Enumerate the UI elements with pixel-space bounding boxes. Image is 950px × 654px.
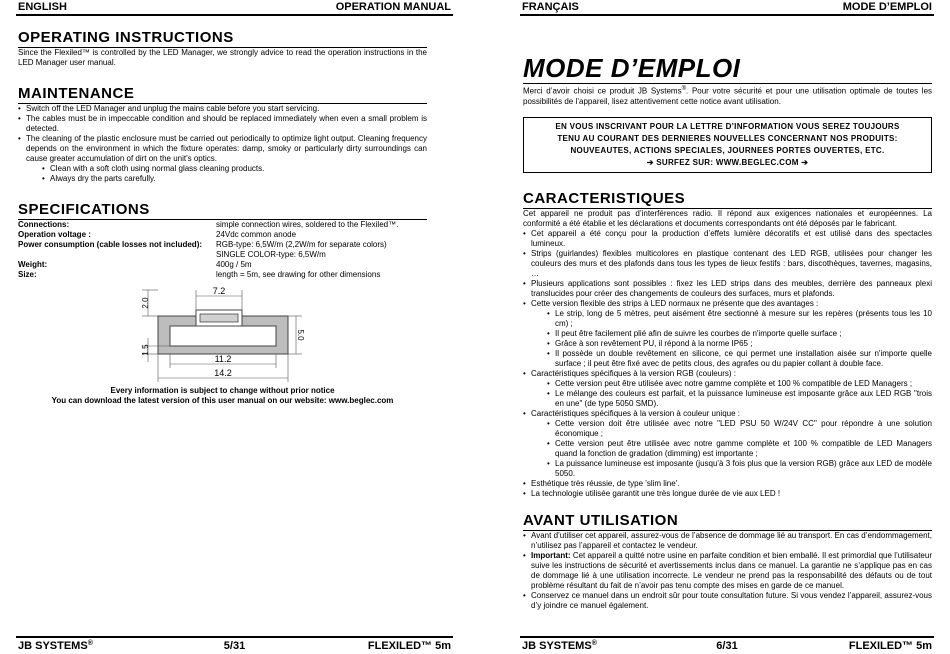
intro-part: Merci d’avoir choisi ce produit JB Systems [523,86,682,96]
change-notice: Every information is subject to change without prior notice [110,386,335,395]
spec-table [18,220,427,280]
advantages-sublist [523,309,932,369]
spec-key [18,250,216,260]
spec-row [18,220,427,230]
registered-mark: ® [591,640,597,647]
list-item: • Caractéristiques spécifiques à la version à couleur unique : [523,409,932,419]
list-item: • Cette version peut être utilisée avec notre gamme complète et 100 % compatible de LED Managers quand la fonction de gradation (dimming) est importante ; [547,439,932,459]
left-content [18,30,427,406]
spec-value: SINGLE COLOR-type: 6,5W/m [216,250,326,259]
profile-dimension-drawing [138,286,308,386]
dim-top-height: 2.0 [140,297,150,309]
important-label: Important: [531,550,571,560]
list-item: • Cet appareil a été conçu pour la production d’effets lumière décoratifs et est utilisé dans des spectacles lumineux. [523,229,932,249]
dim-outer-width: 14.2 [213,368,232,378]
maintenance-list [18,104,427,164]
intro-part: . Pour votre sécurité et pour une utilisation optimale de toutes les possibilités de l’appareil, lisez attentivement cette notice avant utilisation. [523,86,933,106]
spec-value: simple connection wires, soldered to the Flexiled™. [216,220,399,229]
page-title: MODE D’EMPLOI [523,54,932,84]
footer-product: FLEXILED™ 5m [848,640,932,652]
caracteristiques-list [523,229,932,309]
footer-product: FLEXILED™ 5m [367,640,451,652]
rgb-sublist [523,379,932,409]
page-number: 5/31 [223,640,246,652]
list-item: • The cables must be in impeccable condition and should be replaced immediately when even a small problem is detected. [18,114,427,134]
rgb-list [523,369,932,379]
single-color-sublist [523,419,932,479]
newsletter-link[interactable]: ➔ SURFEZ SUR: WWW.BEGLEC.COM ➔ [646,157,809,167]
dim-top-width: 7.2 [212,286,225,296]
dim-base-height: 1.5 [140,344,150,356]
list-item: • Il possède un double revêtement en silicone, ce qui permet une installation aisée sur n'importe quelle surface ; il peut être fixé avec de petits clous, des agrafes ou du papier collant à double face. [547,349,932,369]
registered-mark: ® [681,86,687,92]
spec-row [18,230,427,240]
list-item: • Le mélange des couleurs est parfait, et la puissance lumineuse est imposante grâce aux LED RGB "trois en une" (de type 5050 SMD). [547,389,932,409]
spec-value: 400g / 5m [216,260,252,269]
specifications-heading: SPECIFICATIONS [18,202,427,220]
spec-value: length = 5m, see drawing for other dimensions [216,270,381,279]
spec-row [18,260,427,270]
registered-mark: ® [87,640,93,647]
spec-value: 24Vdc common anode [216,230,297,239]
spec-row [18,250,427,260]
footer-brand-text: JB SYSTEMS [522,640,592,652]
list-item: • Clean with a soft cloth using normal glass cleaning products. [42,164,427,174]
list-item: • Always dry the parts carefully. [42,174,427,184]
list-item: • Esthétique très réussie, de type 'slim line'. [523,479,932,489]
dim-inner-width: 11.2 [214,354,231,364]
list-item [523,551,932,591]
right-content [523,54,932,611]
list-item: • Il peut être facilement plié afin de suivre les courbes de n'importe quelle surface ; [547,329,932,339]
header-doc-title: MODE D’EMPLOI [842,1,932,13]
caracteristiques-intro: Cet appareil ne produit pas d’interférences radio. Il répond aux exigences nationales et européennes. La conformité a été établie et les déclarations et documents correspondants ont été déposés par le fabricant. [523,208,932,228]
avant-utilisation-list [523,531,932,611]
newsletter-line: NOUVEAUTES, ACTIONS SPECIALES, JOURNEES PORTES OUVERTES, ETC. [570,145,885,155]
page-footer [16,636,453,654]
list-item: • Strips (guirlandes) flexibles multicolores en plastique contenant des LED RGB, utilisées pour changer les couleurs des murs et des plafonds dans tous les types de lieux festifs : bars, discothèques, tavernes, magasins, … [523,249,932,279]
list-item: • Le strip, long de 5 mètres, peut aisément être sectionné à mesure sur les repères (présents tous les 10 cm) ; [547,309,932,329]
header-doc-title: OPERATION MANUAL [335,1,451,13]
single-color-list [523,409,932,419]
spec-key: Size: [18,270,37,279]
avant-utilisation-heading: AVANT UTILISATION [523,513,932,531]
caracteristiques-end-list [523,479,932,499]
maintenance-sublist [18,164,427,184]
page-header [16,0,453,16]
caracteristiques-heading: CARACTERISTIQUES [523,191,932,209]
spec-row [18,240,427,250]
page-header [520,0,934,16]
dim-height: 5.0 [295,329,305,341]
right-page [475,0,950,654]
list-item: • Cette version flexible des strips à LED normaux ne présente que des avantages : [523,299,932,309]
newsletter-box [523,117,932,173]
header-language: FRANÇAIS [522,1,579,13]
list-item: • La puissance lumineuse est imposante (jusqu'à 3 fois plus que la version RGB) grâce aux LED de modèle 5050. [547,459,932,479]
header-language: ENGLISH [18,1,67,13]
list-item: • Grâce à son revêtement PU, il répond à la norme IP65 ; [547,339,932,349]
list-item: • Conservez ce manuel dans un endroit sûr pour toute consultation future. Si vous vendez l’appareil, assurez-vous d’y joindre ce manuel également. [523,591,932,611]
newsletter-line: TENU AU COURANT DES DERNIERES NOUVELLES CONCERNANT NOS PRODUITS: [557,133,898,143]
list-item: • La technologie utilisée garantit une très longue durée de vie aux LED ! [523,489,932,499]
intro-text [523,84,932,107]
list-item: • Avant d’utiliser cet appareil, assurez-vous de l’absence de dommage lié au transport. En cas d’endommagement, n’utilisez pas l’appareil et contactez le vendeur. [523,531,932,551]
spec-key: Weight: [18,260,48,269]
spec-key: Power consumption (cable losses not included): [18,240,203,249]
newsletter-line: EN VOUS INSCRIVANT POUR LA LETTRE D’INFORMATION VOUS SEREZ TOUJOURS [555,121,900,131]
important-text: Cet appareil a quitté notre usine en parfaite condition et bien emballé. Il est primordial que l’utilisateur suive les instructions de sécurité et avertissements inclus dans ce manuel. La garantie ne s’applique pas en cas de dommage lié à une utilisation incorrecte. Le vendeur ne prend pas la responsabilité des défauts ou de tout problème résultant du fait de n’avoir pas tenu compte des mises en garde de ce manuel. [531,550,932,590]
download-notice: You can download the latest version of this user manual on our website: www.beglec.com [51,396,394,405]
list-item: • Plusieurs applications sont possibles : fixez les LED strips dans des meubles, derrière des panneaux plexi translucides pour créer des changements de couleurs des surfaces, murs et plafonds. [523,279,932,299]
maintenance-heading: MAINTENANCE [18,86,427,104]
spec-value: RGB-type: 6,5W/m (2,2W/m for separate colors) [216,240,387,249]
list-item: • The cleaning of the plastic enclosure must be carried out periodically to optimize light output. Cleaning frequency depends on the environment in which the fixture operates: damp, smoky or particularly dirty surroundings can cause greater accumulation of dirt on the unit's optics. [18,134,427,164]
list-item: • Switch off the LED Manager and unplug the mains cable before you start servicing. [18,104,427,114]
list-item: • Cette version peut être utilisée avec notre gamme complète et 100 % compatible de LED Managers ; [547,379,932,389]
operating-heading: OPERATING INSTRUCTIONS [18,30,427,48]
footer-brand-text: JB SYSTEMS [18,640,88,652]
page-footer [520,636,934,654]
operating-text: Since the Flexiled™ is controlled by the LED Manager, we strongly advice to read the operation instructions in the LED Manager user manual. [18,48,427,67]
list-item: • Caractéristiques spécifiques à la version RGB (couleurs) : [523,369,932,379]
spec-key: Operation voltage : [18,230,91,239]
list-item: • Cette version doit être utilisée avec notre "LED PSU 50 W/24V CC" pour répondre à une solution économique ; [547,419,932,439]
spec-key: Connections: [18,220,70,229]
page-number: 6/31 [716,640,738,652]
spec-row [18,270,427,280]
